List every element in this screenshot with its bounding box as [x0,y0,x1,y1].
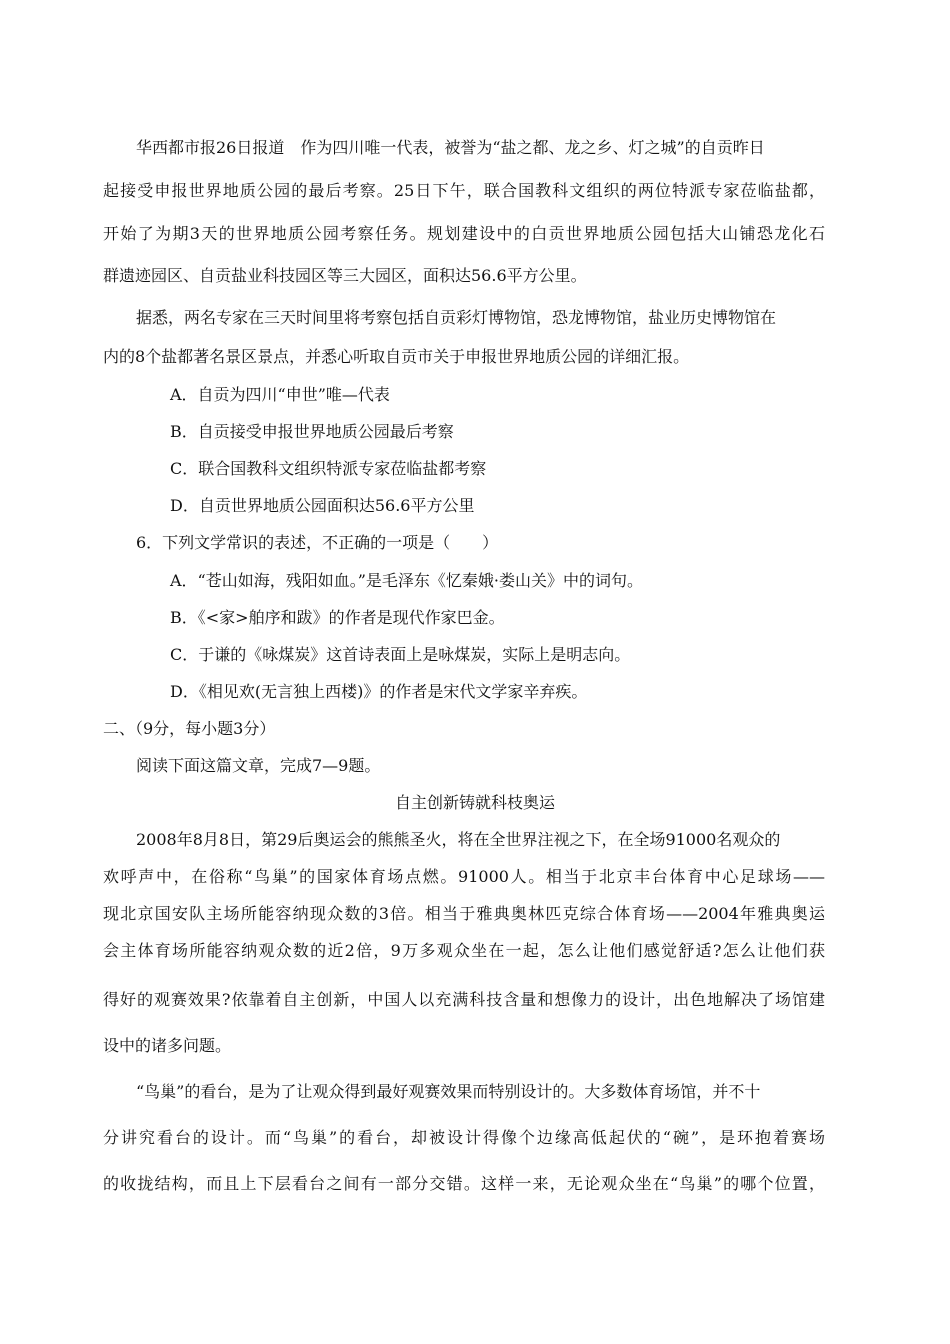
q5-option-b: B．自贡接受申报世界地质公园最后考察 [170,422,454,441]
article-paragraph-1-line-6: 设中的诸多问题。 [103,1036,232,1055]
news-paragraph-1-line-4: 群遗迹园区、自贡盐业科技园区等三大园区，面积达56.6平方公里。 [103,266,587,285]
q6-stem: 6．下列文学常识的表述，不正确的一项是（ ） [136,533,499,552]
news-paragraph-1-line-3: 开始了为期3天的世界地质公园考察任务。规划建设中的白贡世界地质公园包括大山铺恐龙化石 [103,224,825,243]
article-paragraph-1-line-5: 得好的观赛效果?依靠着自主创新，中国人以充满科技含量和想像力的设计，出色地解决了场馆建 [103,990,825,1009]
news-paragraph-2-line-2: 内的8个盐都著名景区景点，并悉心听取自贡市关于申报世界地质公园的详细汇报。 [103,347,690,366]
q5-option-a: A．自贡为四川“申世”唯—代表 [170,385,390,404]
news-paragraph-2-line-1: 据悉，两名专家在三天时间里将考察包括自贡彩灯博物馆，恐龙博物馆，盐业历史博物馆在 [136,308,777,327]
article-paragraph-1-line-2: 欢呼声中，在俗称“鸟巢”的国家体育场点燃。91000人。相当于北京丰台体育中心足球场—— [103,867,825,886]
news-paragraph-1-line-2: 起接受申报世界地质公园的最后考察。25日下午，联合国教科文组织的两位特派专家莅临盐都， [103,181,825,200]
section-two-heading: 二、（9分，每小题3分） [103,719,276,738]
article-title: 自主创新铸就科枝奥运 [394,793,555,812]
article-paragraph-2-line-1: “鸟巢”的看台，是为了让观众得到最好观赛效果而特别设计的。大多数体育场馆，并不十 [136,1082,761,1101]
q6-option-b: B．《<家>舶序和跋》的作者是现代作家巴金。 [170,608,505,627]
q6-option-a: A．“苍山如海，残阳如血。”是毛泽东《忆秦娥·娄山关》中的词句。 [170,571,644,590]
q6-option-c: C．于谦的《咏煤炭》这首诗表面上是咏煤炭，实际上是明志向。 [170,645,631,664]
article-paragraph-2-line-2: 分讲究看台的设计。而“鸟巢”的看台，却被设计得像个边缘高低起伏的“碗”，是环抱着赛场 [103,1128,825,1147]
q6-option-d: D．《相见欢(无言独上西楼)》的作者是宋代文学家辛弃疾。 [170,682,588,701]
article-paragraph-1-line-1: 2008年8月8日，第29后奥运会的熊熊圣火，将在全世界注视之下，在全场91000名观众的 [136,830,781,849]
article-paragraph-2-line-3: 的收拢结构，而且上下层看台之间有一部分交错。这样一来，无论观众坐在“鸟巢”的哪个位置， [103,1174,825,1193]
article-paragraph-1-line-4: 会主体育场所能容纳观众数的近2倍，9万多观众坐在一起，怎么让他们感觉舒适?怎么让他们获 [103,941,825,960]
section-two-instruction: 阅读下面这篇文章，完成7—9题。 [136,756,381,775]
q5-option-d: D．自贡世界地质公园面积达56.6平方公里 [170,496,475,515]
q5-option-c: C．联合国教科文组织特派专家莅临盐都考察 [170,459,487,478]
news-paragraph-1-line-1: 华西都市报26日报道 作为四川唯一代表，被誉为“盐之都、龙之乡、灯之城”的自贡昨日 [136,138,765,157]
article-paragraph-1-line-3: 现北京国安队主场所能容纳现众数的3倍。相当于雅典奥林匹克综合体育场——2004年雅典奥运 [103,904,825,923]
